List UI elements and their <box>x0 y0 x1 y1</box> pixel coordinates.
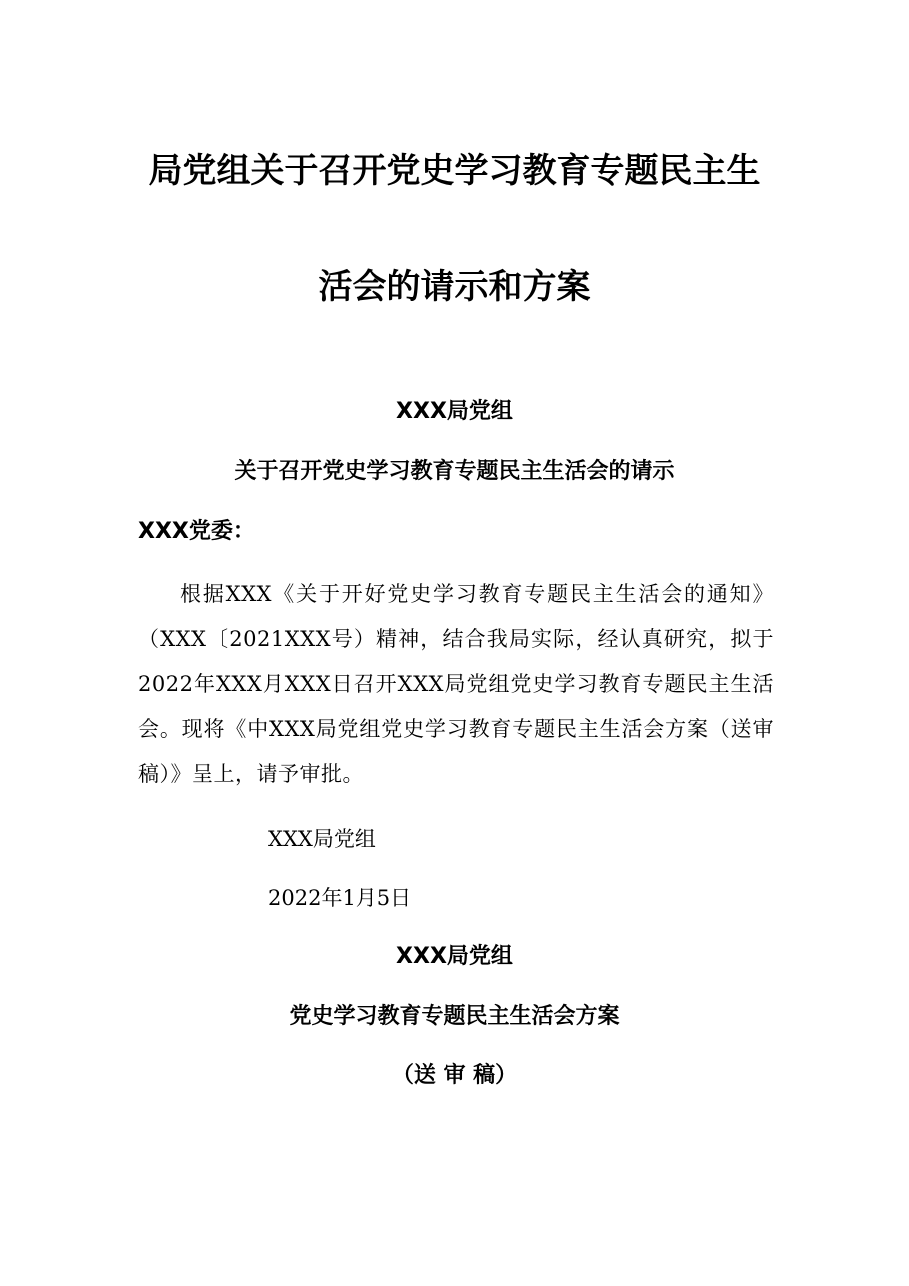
document-title-line-2: 活会的请示和方案 <box>318 267 591 307</box>
plan-org-heading: XXX局党组 <box>396 944 513 969</box>
document-title-line-1: 局党组关于召开党史学习教育专题民主生 <box>148 151 761 191</box>
request-subject-heading: 关于召开党史学习教育专题民主生活会的请示 <box>234 459 675 484</box>
request-addressee: XXX党委： <box>138 519 255 544</box>
request-org-heading: XXX局党组 <box>396 399 513 424</box>
signature-org: XXX局党组 <box>268 827 376 851</box>
request-body-paragraph: 根据XXX《关于开好党史学习教育专题民主生活会的通知》（XXX〔2021XXX号）精神，结合我局实际，经认真研究，拟于2022年XXX月XXX日召开XXX局党组党史学习教育专题民主生活会。现将《中XXX局党组党史学习教育专题民主生活会方案（送审稿）》呈上，请予审批。 <box>138 582 774 786</box>
plan-draft-note: （送 审 稿） <box>391 1063 518 1088</box>
plan-subject-heading: 党史学习教育专题民主生活会方案 <box>289 1004 620 1029</box>
signature-date: 2022年1月5日 <box>268 886 412 910</box>
